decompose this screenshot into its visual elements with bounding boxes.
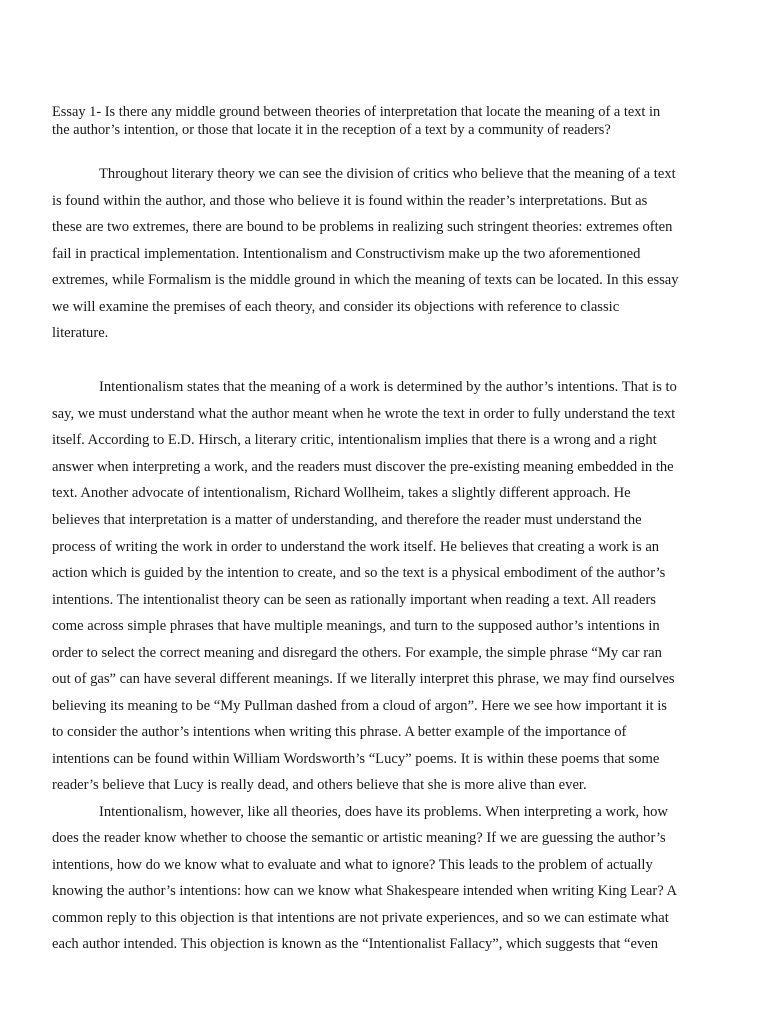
paragraph-line: does the reader know whether to choose the semantic or artistic meaning? If we are guessing the author’s [52,830,666,846]
paragraph-line: intentions, how do we know what to evaluate and what to ignore? This leads to the problem of actually [52,857,653,873]
paragraph-line: Intentionalism, however, like all theories, does have its problems. When interpreting a work, how [99,804,668,820]
paragraph-line: to consider the author’s intentions when writing this phrase. A better example of the importance of [52,724,627,740]
paragraph-line: knowing the author’s intentions: how can we know what Shakespeare intended when writing King Lear? A [52,883,678,899]
paragraph-line: reader’s believe that Lucy is really dead, and others believe that she is more alive than ever. [52,777,587,793]
paragraph-line: common reply to this objection is that intentions are not private experiences, and so we can estimate what [52,910,669,926]
paragraph-line: come across simple phrases that have multiple meanings, and turn to the supposed author’s intentions in [52,618,660,634]
paragraph-line: literature. [52,325,109,341]
paragraph-line: order to select the correct meaning and disregard the others. For example, the simple phrase “My car ran [52,645,662,661]
paragraph-line: itself. According to E.D. Hirsch, a literary critic, intentionalism implies that there is a wrong and a right [52,432,657,448]
paragraph-line: believing its meaning to be “My Pullman dashed from a cloud of argon”. Here we see how important it is [52,698,667,714]
paragraph-line: believes that interpretation is a matter of understanding, and therefore the reader must understand the [52,512,642,528]
paragraph-line: these are two extremes, there are bound to be problems in realizing such stringent theories: extremes often [52,219,673,235]
paragraph-line: text. Another advocate of intentionalism, Richard Wollheim, takes a slightly different approach. He [52,485,631,501]
paragraph-line: extremes, while Formalism is the middle ground in which the meaning of texts can be located. In this essay [52,272,679,288]
paragraph-line: out of gas” can have several different meanings. If we literally interpret this phrase, we may find ourselves [52,671,675,687]
paragraph-line: say, we must understand what the author meant when he wrote the text in order to fully understand the text [52,406,676,422]
paragraph-line: fail in practical implementation. Intentionalism and Constructivism make up the two aforementioned [52,246,641,262]
paragraph-line: intentions. The intentionalist theory can be seen as rationally important when reading a text. All readers [52,592,656,608]
paragraph-line: is found within the author, and those who believe it is found within the reader’s interpretations. But as [52,193,648,209]
essay-title-line-1: Essay 1- Is there any middle ground between theories of interpretation that locate the meaning of a text in [52,104,661,120]
paragraph-line: Throughout literary theory we can see the division of critics who believe that the meaning of a text [99,166,676,182]
paragraph-line: action which is guided by the intention to create, and so the text is a physical embodiment of the author’s [52,565,666,581]
paragraph-line: Intentionalism states that the meaning of a work is determined by the author’s intentions. That is to [99,379,677,395]
paragraph-line: intentions can be found within William Wordsworth’s “Lucy” poems. It is within these poems that some [52,751,660,767]
paragraph-line: each author intended. This objection is known as the “Intentionalist Fallacy”, which suggests that “even [52,936,659,952]
essay-title-line-2: the author’s intention, or those that locate it in the reception of a text by a community of readers? [52,122,611,138]
paragraph-line: we will examine the premises of each theory, and consider its objections with reference to classic [52,299,620,315]
paragraph-line: process of writing the work in order to understand the work itself. He believes that creating a work is an [52,539,660,555]
paragraph-line: answer when interpreting a work, and the readers must discover the pre-existing meaning embedded in the [52,459,674,475]
